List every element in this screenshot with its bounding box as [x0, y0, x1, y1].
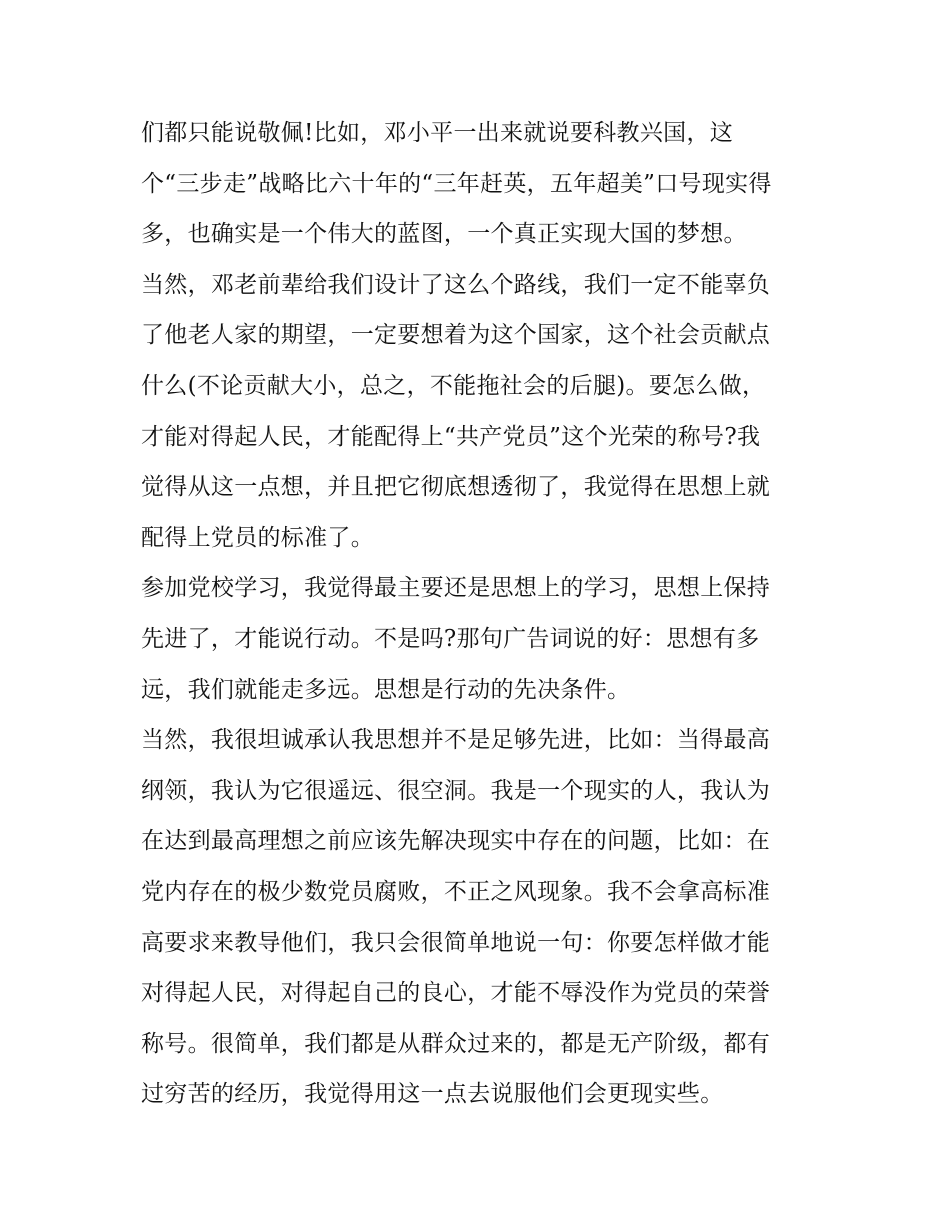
document-body: [141, 108, 821, 1120]
text-line: 党内存在的极少数党员腐败，不正之风现象。我不会拿高标准: [141, 878, 771, 905]
text-line: 过穷苦的经历，我觉得用这一点去说服他们会更现实些。: [141, 1081, 724, 1108]
text-line: 们都只能说敬佩!比如，邓小平一出来就说要科教兴国，这: [141, 120, 734, 146]
text-line: 什么(不论贡献大小，总之，不能拖社会的后腿)。要怎么做，: [141, 372, 766, 399]
text-line: 先进了，才能说行动。不是吗?那句广告词说的好：思想有多: [141, 625, 760, 652]
text-line: 了他老人家的期望，一定要想着为这个国家，这个社会贡献点: [141, 322, 771, 349]
text-line: 参加党校学习，我觉得最主要还是思想上的学习，思想上保持: [141, 575, 771, 602]
text-line: 称号。很简单，我们都是从群众过来的，都是无产阶级，都有: [141, 1030, 771, 1057]
text-line: 远，我们就能走多远。思想是行动的先决条件。: [141, 676, 631, 703]
text-line: 觉得从这一点想，并且把它彻底想透彻了，我觉得在思想上就: [141, 474, 771, 501]
text-line: 才能对得起人民，才能配得上“共产党员”这个光荣的称号?我: [141, 423, 761, 450]
text-line: 当然，我很坦诚承认我思想并不是足够先进，比如：当得最高: [141, 727, 771, 754]
text-line: 在达到最高理想之前应该先解决现实中存在的问题，比如：在: [141, 828, 771, 855]
text-line: 当然，邓老前辈给我们设计了这么个路线，我们一定不能辜负: [141, 271, 771, 298]
text-line: 纲领，我认为它很遥远、很空洞。我是一个现实的人，我认为: [141, 777, 771, 804]
text-line: 高要求来教导他们，我只会很简单地说一句：你要怎样做才能: [141, 929, 771, 956]
text-line: 多，也确实是一个伟大的蓝图，一个真正实现大国的梦想。: [141, 221, 747, 248]
text-line: 对得起人民，对得起自己的良心，才能不辱没作为党员的荣誉: [141, 980, 771, 1007]
text-line: 个“三步走”战略比六十年的“三年赶英，五年超美”口号现实得: [141, 170, 772, 197]
text-line: 配得上党员的标准了。: [141, 524, 374, 551]
